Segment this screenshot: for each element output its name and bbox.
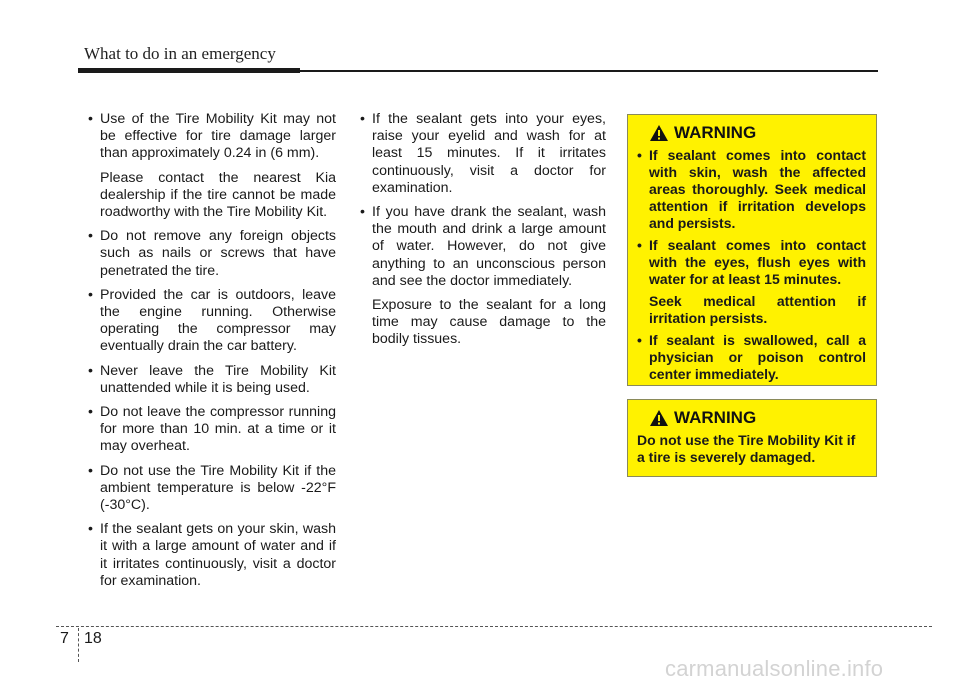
list-item: • Never leave the Tire Mobility Kit unattended while it is being used. bbox=[84, 363, 336, 397]
warning-header bbox=[649, 408, 866, 428]
watermark: carmanualsonline.info bbox=[665, 656, 884, 681]
warning-box-2 bbox=[627, 399, 877, 477]
warning-paragraph: Seek medical attention if irritation persists. bbox=[649, 293, 866, 326]
list-item: • If the sealant gets on your skin, wash it with a large amount of water and if it irritates continuously, visit a doctor for examination. bbox=[84, 521, 336, 590]
warning-header bbox=[649, 123, 866, 143]
chapter-number: 7 bbox=[60, 630, 69, 647]
header-rule-thin bbox=[300, 70, 878, 72]
page-number-divider bbox=[78, 628, 79, 662]
warning-item: • If sealant is swallowed, call a physician or poison control center immediately. bbox=[637, 332, 866, 383]
list-item: • Provided the car is outdoors, leave the engine running. Otherwise operating the compressor may eventually drain the car battery. bbox=[84, 287, 336, 356]
left-column bbox=[84, 111, 336, 597]
list-item: • Do not use the Tire Mobility Kit if the ambient temperature is below -22°F (-30°C). bbox=[84, 463, 336, 515]
header-rule-thick bbox=[78, 68, 300, 73]
list-item: • If you have drank the sealant, wash the mouth and drink a large amount of water. However, do not give anything to an unconscious person and see the doctor immediately. bbox=[356, 204, 606, 290]
warning-item: • If sealant comes into contact with the eyes, flush eyes with water for at least 15 minutes. bbox=[637, 237, 866, 288]
list-item: • If the sealant gets into your eyes, raise your eyelid and wash for at least 15 minutes. If it irritates continuously, visit a doctor for examination. bbox=[356, 111, 606, 197]
warning-box-1 bbox=[627, 114, 877, 386]
warning-title: WARNING bbox=[674, 123, 757, 142]
warning-triangle-icon bbox=[649, 124, 669, 142]
middle-column bbox=[356, 111, 606, 356]
warning-text: Do not use the Tire Mobility Kit if a tire is severely damaged. bbox=[637, 432, 856, 465]
footer-rule bbox=[56, 626, 932, 627]
page-header-title: What to do in an emergency bbox=[84, 44, 276, 63]
list-paragraph: Exposure to the sealant for a long time may cause damage to the bodily tissues. bbox=[372, 297, 606, 348]
list-item: • Do not leave the compressor running for more than 10 min. at a time or it may overheat. bbox=[84, 404, 336, 456]
list-paragraph: Please contact the nearest Kia dealership if the tire cannot be made roadworthy with the Tire Mobility Kit. bbox=[100, 169, 336, 221]
warning-title: WARNING bbox=[674, 408, 757, 427]
list-item: • Do not remove any foreign objects such as nails or screws that have penetrated the tire. bbox=[84, 228, 336, 280]
warning-triangle-icon bbox=[649, 409, 669, 427]
page-number: 18 bbox=[84, 630, 102, 647]
list-item: • Use of the Tire Mobility Kit may not be effective for tire damage larger than approximately 0.24 in (6 mm). bbox=[84, 111, 336, 163]
warning-item: • If sealant comes into contact with skin, wash the affected areas thoroughly. Seek medical attention if irritation develops and persists. bbox=[637, 147, 866, 232]
